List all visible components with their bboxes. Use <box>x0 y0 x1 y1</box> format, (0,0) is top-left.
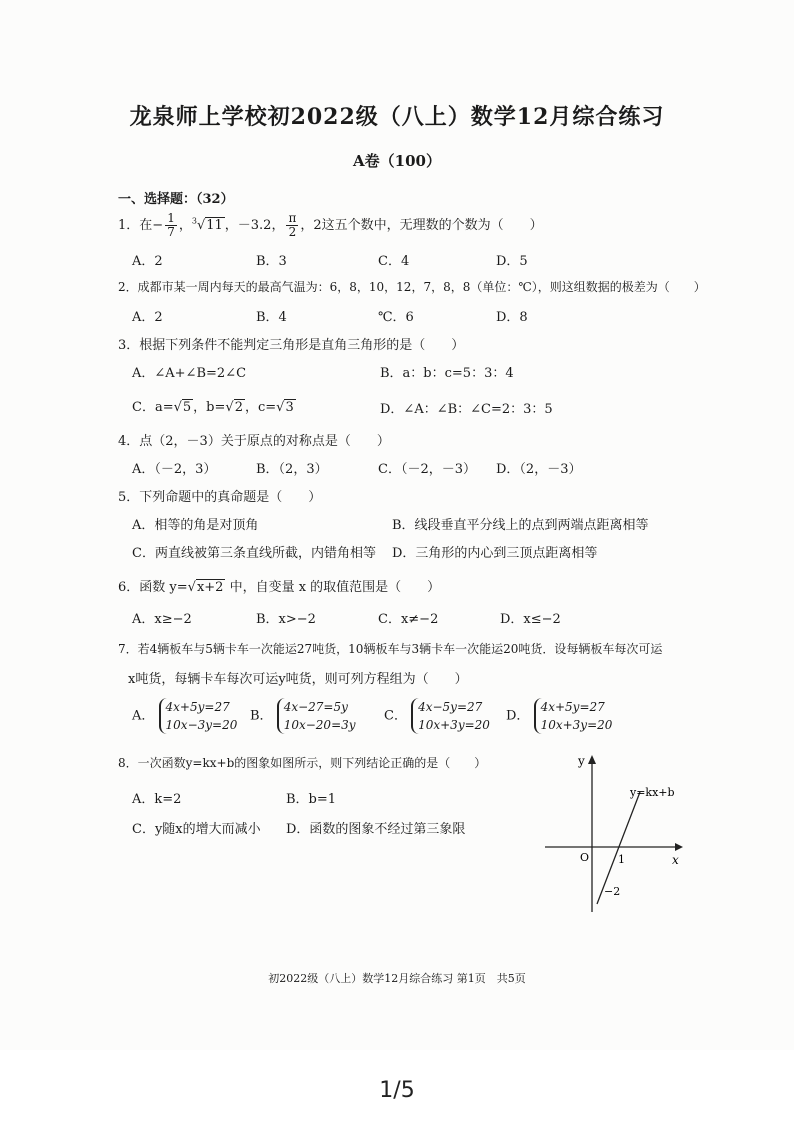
q1-option-d: D．5 <box>496 254 528 269</box>
q7-a-eq1: 4x+5y=27 <box>165 700 230 714</box>
q7-option-a <box>132 698 237 734</box>
q7-option-b <box>250 698 356 734</box>
q1-sep1: ， <box>178 218 192 233</box>
q1-fraction <box>165 212 177 239</box>
q5-option-c: C．两直线被第三条直线所截，内错角相等 <box>132 546 376 561</box>
q6-radicand: x+2 <box>196 580 224 595</box>
q5-option-a: A．相等的角是对顶角 <box>132 518 259 533</box>
q7-d-eq2: 10x+3y=20 <box>540 718 613 732</box>
graph-y-intercept-label: −2 <box>604 885 621 898</box>
q4-option-b: B．（2，3） <box>256 462 328 477</box>
q7-a-eq2: 10x−3y=20 <box>165 718 238 732</box>
question-6: 6．函数 y=√x+2 中，自变量 x 的取值范围是（ ） <box>118 580 441 595</box>
q1-suffix: ，2这五个数中，无理数的个数为（ ） <box>300 218 543 233</box>
q6-option-d: D．x≤−2 <box>500 612 561 627</box>
graph-x-arrow <box>675 843 683 851</box>
question-2: 2．成都市某一周内每天的最高气温为：6，8，10，12，7，8，8（单位：℃），则这组数据的极差为（ ） <box>118 280 706 294</box>
q2-option-b: B．4 <box>256 310 287 325</box>
graph-x-label: x <box>672 853 679 867</box>
graph-x-intercept-label: 1 <box>618 853 625 866</box>
q7-d-system <box>534 698 613 734</box>
question-3: 3．根据下列条件不能判定三角形是直角三角形的是（ ） <box>118 338 465 353</box>
q1-option-c: C．4 <box>378 254 410 269</box>
q6-suffix: 中，自变量 x 的取值范围是（ ） <box>225 580 441 595</box>
q3-option-d: D．∠A：∠B：∠C=2：3：5 <box>380 402 553 417</box>
q7-option-d <box>506 698 612 734</box>
q8-option-a: A．k=2 <box>132 792 182 807</box>
question-1: 1．在− $\frac{1}{7}$ ，$^3$√11 ，－3.2， $\frac{\pi}{2}$ ，2这五个数中，无理数的个数为（ ） <box>118 211 543 239</box>
q4-option-a: A．（－2，3） <box>132 462 217 477</box>
q7-b-label: B． <box>250 708 273 724</box>
q3-option-a: A．∠A+∠B=2∠C <box>132 366 247 381</box>
page-footer: 初2022级（八上）数学12月综合练习 第1页 共5页 <box>268 972 526 985</box>
q7-c-eq2: 10x+3y=20 <box>418 718 490 732</box>
q5-option-d: D．三角形的内心到三顶点距离相等 <box>392 546 598 561</box>
q3-c-root1: 5 <box>182 400 192 415</box>
q7-c-system <box>411 698 490 734</box>
q6-option-c: C．x≠−2 <box>378 612 439 627</box>
q4-option-d: D．（2，－3） <box>496 462 582 477</box>
q3-c-mid2: ，c= <box>244 400 277 415</box>
q1-minus: − <box>152 218 164 233</box>
q6-prefix: 6．函数 y= <box>118 580 188 595</box>
page-indicator: 1/5 <box>379 1078 415 1103</box>
q7-d-eq1: 4x+5y=27 <box>540 700 605 714</box>
q3-c-prefix: C．a= <box>132 400 174 415</box>
q2-option-c: ℃．6 <box>378 310 414 325</box>
graph-origin-label: O <box>580 851 590 864</box>
question-4: 4．点（2，－3）关于原点的对称点是（ ） <box>118 434 390 449</box>
q1-pi-num: π <box>288 211 297 225</box>
q8-option-b: B．b=1 <box>286 792 337 807</box>
question-7-line2: x吨货，每辆卡车每次可运y吨货，则可列方程组为（ ） <box>128 672 468 687</box>
q7-option-c <box>384 698 490 734</box>
q7-b-eq2: 10x−20=3y <box>283 718 356 732</box>
graph-line-label: y=kx+b <box>630 786 675 799</box>
question-7-line1: 7．若4辆板车与5辆卡车一次能运27吨货，10辆板车与3辆卡车一次能运20吨货．设每辆板车每次可运 <box>118 642 663 656</box>
q6-option-b: B．x>−2 <box>256 612 316 627</box>
q7-b-system <box>277 698 356 734</box>
q1-option-b: B．3 <box>256 254 287 269</box>
q7-c-eq1: 4x−5y=27 <box>418 700 483 714</box>
q7-a-label: A． <box>132 708 155 724</box>
q1-cbrt-index: 3 <box>191 216 197 226</box>
q1-pi-fraction <box>286 212 298 239</box>
q3-option-b: B．a：b：c=5：3：4 <box>380 366 514 381</box>
q2-option-d: D．8 <box>496 310 528 325</box>
q4-option-c: C．（－2，－3） <box>378 462 476 477</box>
q5-option-b: B．线段垂直平分线上的点到两端点距离相等 <box>392 518 649 533</box>
q7-a-system <box>159 698 238 734</box>
graph-y-label: y <box>578 754 585 768</box>
question-8: 8．一次函数y=kx+b的图象如图所示，则下列结论正确的是（ ） <box>118 756 487 770</box>
q1-cbrt-radicand: 11 <box>206 218 223 233</box>
q7-b-eq1: 4x−27=5y <box>283 700 348 714</box>
question-5: 5．下列命题中的真命题是（ ） <box>118 490 322 505</box>
q7-d-label: D． <box>506 708 530 724</box>
q1-frac-den: 7 <box>167 225 175 239</box>
q2-option-a: A．2 <box>132 310 163 325</box>
q3-c-root3: 3 <box>285 400 294 415</box>
section-heading: 一、选择题：（32） <box>118 192 234 207</box>
q1-pi-den: 2 <box>288 225 297 239</box>
page-title: 龙泉师上学校初2022级（八上）数学12月综合练习 <box>129 104 665 130</box>
q1-mid: ，－3.2， <box>224 218 285 233</box>
q3-c-root2: 2 <box>234 400 243 415</box>
graph-y-arrow <box>588 755 596 764</box>
q8-option-c: C．y随x的增大而减小 <box>132 822 261 837</box>
q6-option-a: A．x≥−2 <box>132 612 192 627</box>
q1-prefix: 1．在 <box>118 218 153 233</box>
q1-frac-num: 1 <box>167 211 175 225</box>
q3-c-mid1: ，b= <box>193 400 226 415</box>
q1-option-a: A．2 <box>132 254 163 269</box>
q7-c-label: C． <box>384 708 407 724</box>
q8-linear-graph <box>540 752 690 917</box>
q3-option-c: C．a=√5 ，b=√2 ，c=√3 <box>132 400 294 415</box>
page-subtitle: A卷（100） <box>353 152 441 170</box>
q8-option-d: D．函数的图象不经过第三象限 <box>286 822 466 837</box>
